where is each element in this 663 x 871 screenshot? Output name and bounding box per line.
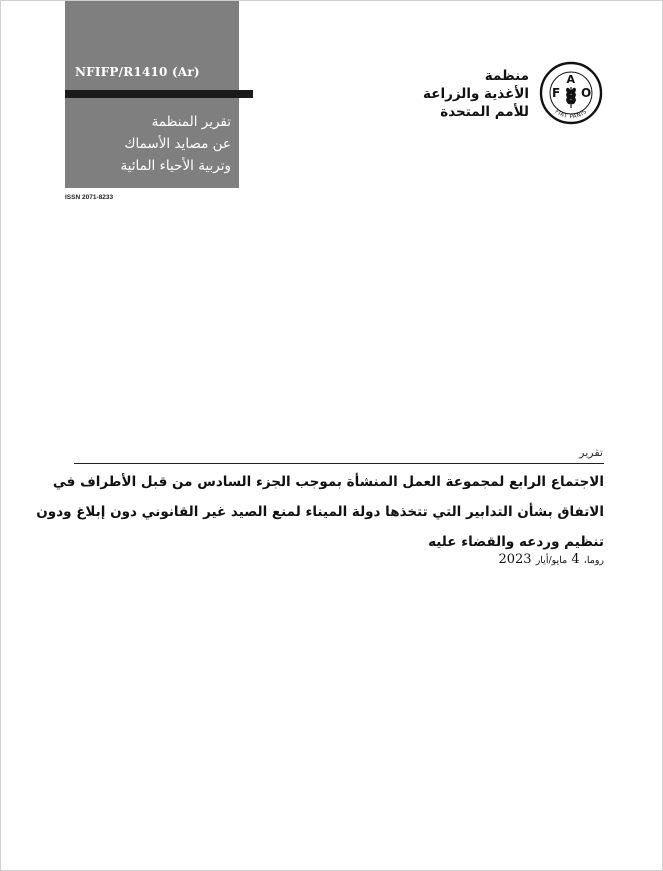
report-title-line: الاجتماع الرابع لمجموعة العمل المنشأة بموجب الجزء السادس من قبل الأطراف في <box>52 474 604 490</box>
logo-letter-a: A <box>566 73 576 86</box>
organization-name <box>401 67 529 121</box>
meeting-year: 2023 <box>498 552 532 567</box>
series-title-line: تقرير المنظمة <box>151 114 231 130</box>
report-title <box>36 467 604 557</box>
document-type: تقرير <box>579 446 603 459</box>
series-title <box>75 111 231 177</box>
series-title-line: وتربية الأحياء المائية <box>120 158 231 174</box>
meeting-day: 4 <box>571 552 580 567</box>
report-title-line: الاتفاق بشأن التدابير التي تتخذها دولة الميناء لمنع الصيد غير القانوني دون إبلاغ ودون <box>36 504 604 520</box>
wheat-ear-icon <box>566 87 576 108</box>
issn-number: ISSN 2071-8233 <box>65 194 114 201</box>
logo-letter-o: O <box>581 86 592 100</box>
organization-name-line: منظمة <box>484 68 529 84</box>
logo-motto: FIAT PANIS <box>553 108 589 121</box>
organization-name-line: للأمم المتحدة <box>440 104 529 120</box>
place-and-date <box>421 552 604 567</box>
report-title-line: تنظيم وردعه والقضاء عليه <box>428 534 604 550</box>
meeting-month: مايو/أيار <box>535 555 568 566</box>
title-divider <box>74 463 604 464</box>
header-bar <box>65 90 253 98</box>
logo-letter-f: F <box>552 86 561 100</box>
document-code: NFIFP/R1410 (Ar) <box>75 65 200 79</box>
organization-name-line: الأغذية والزراعة <box>423 86 529 102</box>
series-title-line: عن مصايد الأسماك <box>124 136 231 152</box>
fao-logo-icon <box>539 61 603 125</box>
meeting-place: روما، <box>583 555 604 566</box>
